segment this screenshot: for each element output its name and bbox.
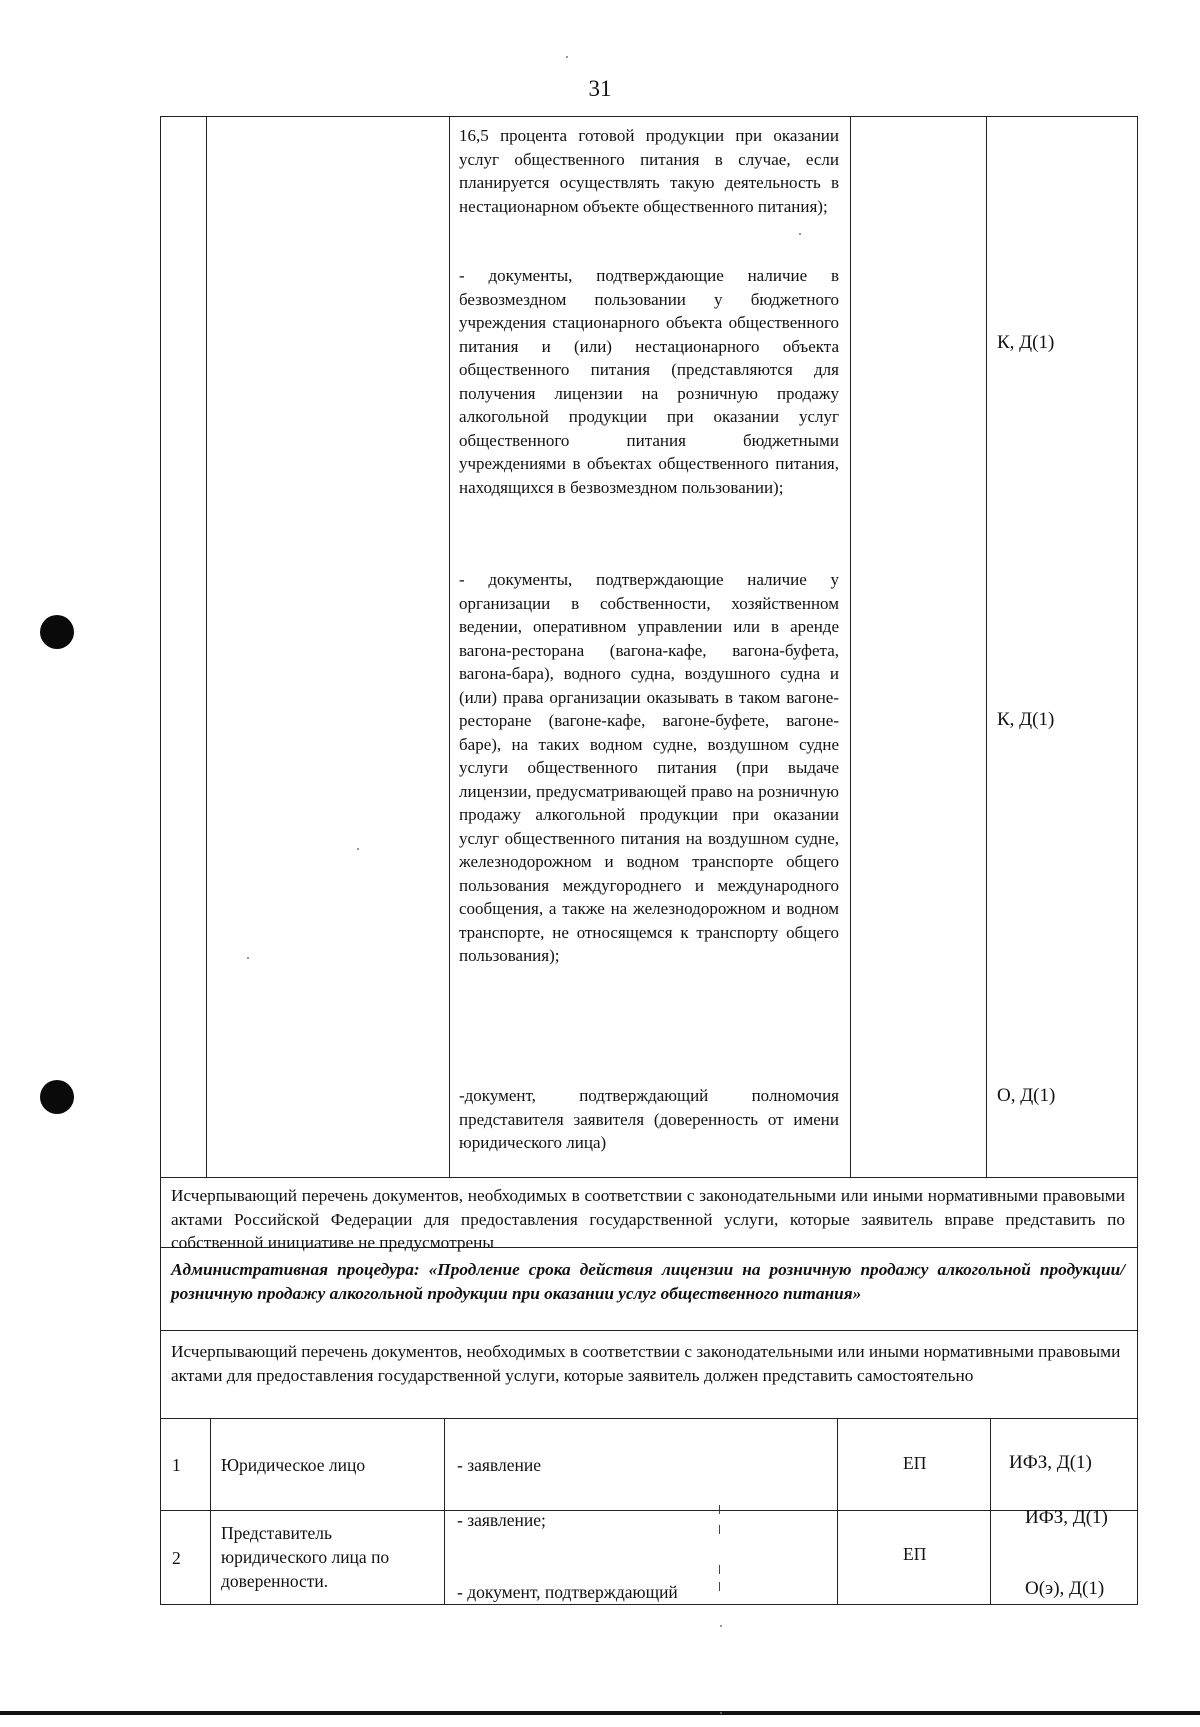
- procedure-title: Административная процедура: «Продление срока действия лицензии на розничную продажу алкогольной продукции/розничную продажу алкогольной продукции при оказании услуг общественного питания»: [160, 1248, 1138, 1331]
- required-documents-note: Исчерпывающий перечень документов, необходимых в соответствии с законодательными или иными нормативными правовыми актами для предоставления государственной услуги, которые заявитель должен представить самостоятельно: [160, 1331, 1138, 1419]
- submission-code: О, Д(1): [997, 1085, 1056, 1106]
- column-divider: [206, 117, 207, 1177]
- submission-code: К, Д(1): [997, 332, 1055, 353]
- document-form: ЕП: [903, 1544, 927, 1564]
- scan-edge-line: [0, 1711, 1200, 1715]
- column-divider: [837, 1418, 838, 1604]
- submission-code: ИФЗ, Д(1): [1025, 1507, 1108, 1528]
- submission-code: О(э), Д(1): [1025, 1578, 1105, 1599]
- document-name: - документ, подтверждающий: [457, 1582, 678, 1602]
- document-paragraph-1: 16,5 процента готовой продукции при оказании услуг общественного питания в случае, если планируется осуществлять такую деятельность в нестационарном объекте общественного питания);: [459, 126, 839, 216]
- row-number: 1: [172, 1455, 181, 1475]
- scan-speck: [720, 1625, 722, 1627]
- applicant-type: Представитель юридического лица по доверенности.: [221, 1523, 390, 1591]
- document-paragraph-4: -документ, подтверждающий полномочия представителя заявителя (доверенность от имени юридического лица): [459, 1086, 839, 1152]
- submission-code: К, Д(1): [997, 709, 1055, 730]
- column-divider: [444, 1418, 445, 1604]
- page-number: 31: [588, 76, 612, 101]
- scan-speck: [566, 56, 568, 58]
- document-name: - заявление: [457, 1455, 541, 1475]
- optional-documents-note: Исчерпывающий перечень документов, необходимых в соответствии с законодательными или иными нормативными правовыми актами Российской Федерации для предоставления государственной услуги, которые заявитель вправе представить по собственной инициативе не предусмотрены: [160, 1177, 1138, 1248]
- submission-code: ИФЗ, Д(1): [1009, 1452, 1092, 1473]
- punch-hole-bottom: [40, 1080, 74, 1114]
- punch-hole-top: [40, 615, 74, 649]
- column-divider: [986, 117, 987, 1177]
- scan-speck: [720, 1712, 722, 1714]
- document-form: ЕП: [903, 1453, 927, 1473]
- column-divider: [210, 1418, 211, 1604]
- row-divider: [161, 1510, 1137, 1511]
- row-number: 2: [172, 1548, 181, 1568]
- applicant-type: Юридическое лицо: [221, 1455, 366, 1475]
- document-name: - заявление;: [457, 1510, 546, 1530]
- column-divider: [449, 117, 450, 1177]
- document-paragraph-3: - документы, подтверждающие наличие у организации в собственности, хозяйственном ведении, оперативном управлении или в аренде вагона-ресторана (вагона-кафе, вагона-буфета, вагона-бара), водного судна, воздушного судна и (или) права организации оказывать в таком вагоне-ресторане (вагоне-кафе, вагоне-буфете, вагоне-баре), на таких водном судне, воздушном судне услуги общественного питания (при выдаче лицензии, предусматривающей право на розничную продажу алкогольной продукции при оказании услуг общественного питания на воздушном судне, железнодорожном и водном транспорте общего пользования междугороднего и международного сообщения, а также на железнодорожном и водном транспорте, не относящемся к транспорту общего пользования);: [459, 570, 839, 965]
- column-divider: [990, 1418, 991, 1604]
- document-paragraph-2: - документы, подтверждающие наличие в безвозмездном пользовании у бюджетного учреждения стационарного объекта общественного питания и (или) нестационарного объекта общественного питания (представляются для получения лицензии на розничную продажу алкогольной продукции при оказании услуг общественного питания бюджетными учреждениями в объектах общественного питания, находящихся в безвозмездном пользовании);: [459, 266, 839, 497]
- column-divider: [850, 117, 851, 1177]
